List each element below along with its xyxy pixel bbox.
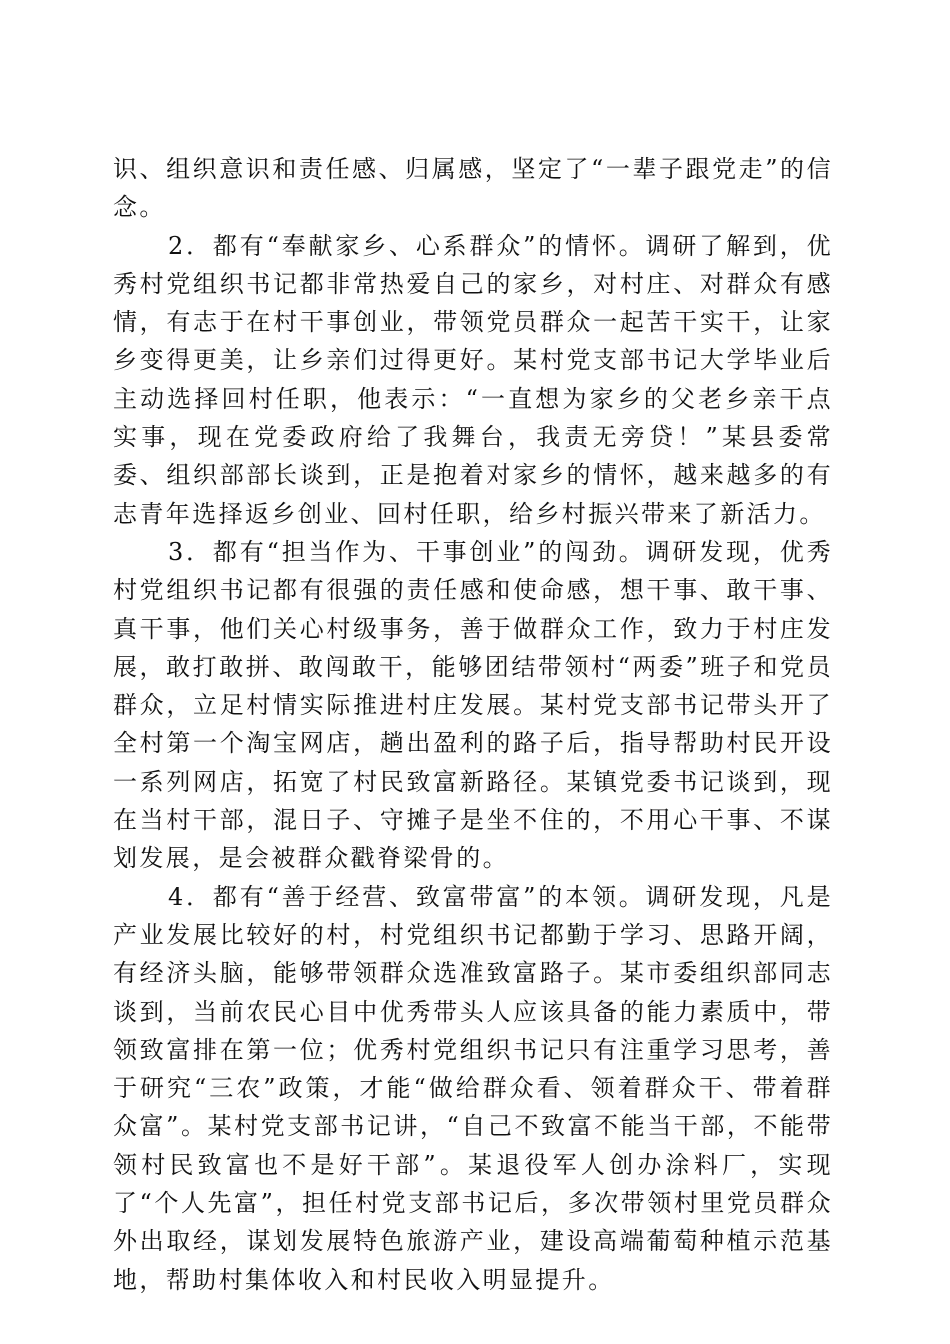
paragraph-item-3: 3．都有“担当作为、干事创业”的闯劲。调研发现，优秀村党组织书记都有很强的责任感和使命感，想干事、敢干事、真干事，他们关心村级事务，善于做群众工作，致力于村庄发展，敢打敢拼、敢闯敢干，能够团结带领村“两委”班子和党员群众，立足村情实际推进村庄发展。某村党支部书记带头开了全村第一个淘宝网店，趟出盈利的路子后，指导帮助村民开设一系列网店，拓宽了村民致富新路径。某镇党委书记谈到，现在当村干部，混日子、守摊子是坐不住的，不用心干事、不谋划发展，是会被群众戳脊梁骨的。 [113,537,833,873]
paragraph-item-2: 2．都有“奉献家乡、心系群众”的情怀。调研了解到，优秀村党组织书记都非常热爱自己的家乡，对村庄、对群众有感情，有志于在村干事创业，带领党员群众一起苦干实干，让家乡变得更美，让乡亲们过得更好。某村党支部书记大学毕业后主动选择回村任职，他表示：“一直想为家乡的父老乡亲干点实事，现在党委政府给了我舞台，我责无旁贷！”某县委常委、组织部部长谈到，正是抱着对家乡的情怀，越来越多的有志青年选择返乡创业、回村任职，给乡村振兴带来了新活力。 [113,231,833,528]
paragraph-item-4: 4．都有“善于经营、致富带富”的本领。调研发现，凡是产业发展比较好的村，村党组织书记都勤于学习、思路开阔，有经济头脑，能够带领群众选准致富路子。某市委组织部同志谈到，当前农民心目中优秀带头人应该具备的能力素质中，带领致富排在第一位；优秀村党组织书记只有注重学习思考，善于研究“三农”政策，才能“做给群众看、领着群众干、带着群众富”。某村党支部书记讲，“自己不致富不能当干部，不能带领村民致富也不是好干部”。某退役军人创办涂料厂，实现了“个人先富”，担任村党支部书记后，多次带领村里党员群众外出取经，谋划发展特色旅游产业，建设高端葡萄种植示范基地，帮助村集体收入和村民收入明显提升。 [113,882,833,1294]
paragraph-continuation: 识、组织意识和责任感、归属感，坚定了“一辈子跟党走”的信念。 [113,155,833,222]
document-body [113,150,833,1299]
